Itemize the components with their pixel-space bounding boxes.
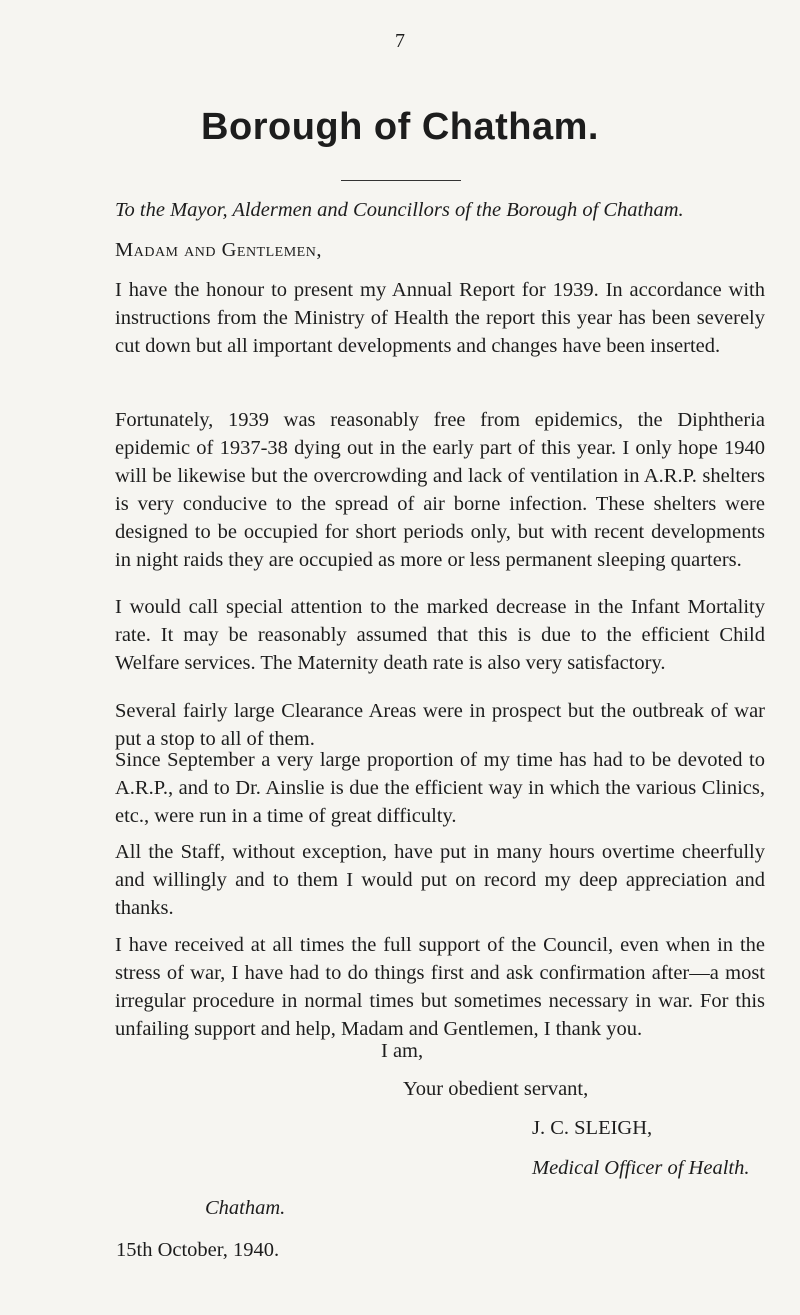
signatory-name: J. C. SLEIGH, (532, 1117, 653, 1139)
title-divider (341, 180, 461, 181)
place-name: Chatham. (205, 1197, 286, 1219)
paragraph-4: Several fairly large Clearance Areas were in prospect but the outbreak of war put a stop to all of them. (115, 700, 765, 750)
paragraph-6: All the Staff, without exception, have put in many hours overtime cheerfully and willingly and to them I would put on record my deep appreciation and thanks. (115, 841, 765, 919)
paragraph-3: I would call special attention to the marked decrease in the Infant Mortality rate. It may be reasonably assumed that this is due to the efficient Child Welfare services. The Maternity death rate is also very satisfactory. (115, 596, 765, 674)
letter-date: 15th October, 1940. (116, 1239, 280, 1261)
paragraph-1: I have the honour to present my Annual Report for 1939. In accordance with instructions from the Ministry of Health the report this year has been severely cut down but all important developments and changes have been inserted. (115, 279, 765, 357)
address-line: To the Mayor, Aldermen and Councillors of the Borough of Chatham. (115, 199, 684, 221)
paragraph-7: I have received at all times the full support of the Council, even when in the stress of war, I have had to do things first and ask confirmation after—a most irregular procedure in normal times but sometimes necessary in war. For this unfailing support and help, Madam and Gentlemen, I thank you. (115, 934, 765, 1040)
salutation: Madam and Gentlemen, (115, 239, 322, 261)
closing-servant: Your obedient servant, (403, 1078, 589, 1100)
paragraph-2: Fortunately, 1939 was reasonably free from epidemics, the Diphtheria epidemic of 1937-38 dying out in the early part of this year. I only hope 1940 will be likewise but the overcrowding and lack of ventilation in A.R.P. shelters is very conducive to the spread of air borne infection. These shelters were designed to be occupied for short periods only, but with recent developments in night raids they are occupied as more or less permanent sleeping quarters. (115, 409, 765, 571)
paragraph-5: Since September a very large proportion of my time has had to be devoted to A.R.P., and to Dr. Ainslie is due the efficient way in which the various Clinics, etc., were run in a time of great difficulty. (115, 749, 765, 827)
page-number: 7 (395, 30, 405, 52)
page-title: Borough of Chatham. (201, 106, 599, 148)
signatory-position: Medical Officer of Health. (532, 1157, 750, 1179)
closing-i-am: I am, (381, 1040, 424, 1062)
